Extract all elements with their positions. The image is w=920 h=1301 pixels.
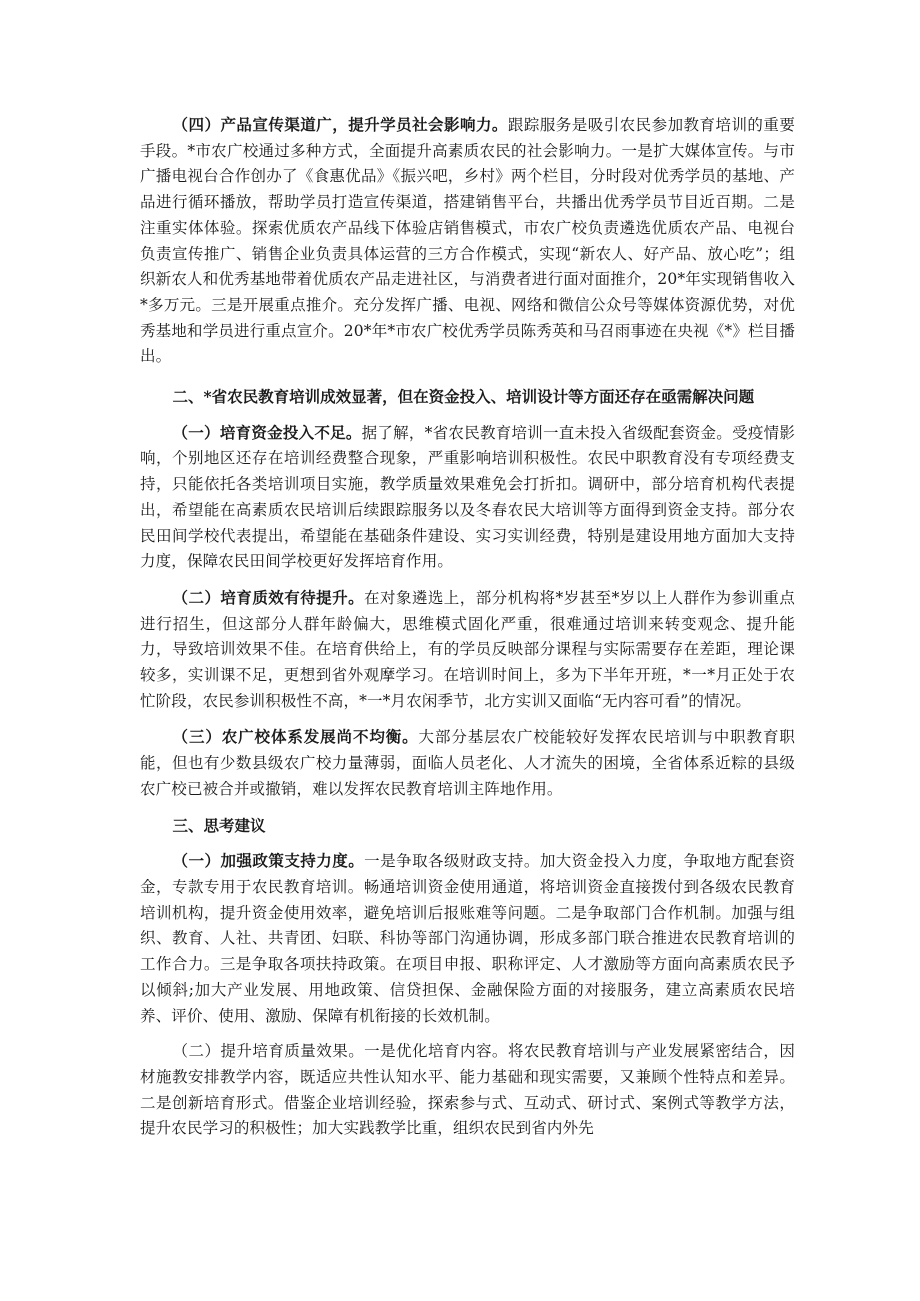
section-heading-2: 二、*省农民教育培训成效显著，但在资金投入、培训设计等方面还存在亟需解决问题	[172, 387, 755, 407]
paragraph-body: 在对象遴选上，部分机构将*岁甚至*岁以上人群作为参训重点进行招生，但这部分人群年龄偏大，思维模式固化严重，很难通过培训来转变观念、提升能力，导致培训效果不佳。在培育供给上，有的学员反映部分课程与实际需要存在差距，理论课较多，实训课不足，更想到省外观摩学习。在培训时间上，多为下半年开班，*一*月正处于农忙阶段，农民参训积极性不高，*一*月农闲季节，北方实训又面临“无内容可看”的情况。	[140, 588, 795, 710]
paragraph-lead: （三）农广校体系发展尚不均衡。	[172, 727, 419, 747]
paragraph-body: 据了解，*省农民教育培训一直未投入省级配套资金。受疫情影响，个别地区还存在培训经费整合现象，严重影响培训积极性。农民中职教育没有专项经费支持，只能依托各类培训项目实施，教学质量效果难免会打折扣。调研中，部分培育机构代表提出，希望能在高素质农民培训后续跟踪服务以及冬春农民大培训等方面得到资金支持。部分农民田间学校代表提出，希望能在基础条件建设、实习实训经费，特别是建设用地方面加大支持力度，保障农民田间学校更好发挥培育作用。	[140, 423, 795, 571]
paragraph-body: （二）提升培育质量效果。一是优化培育内容。将农民教育培训与产业发展紧密结合，因材施教安排教学内容，既适应共性认知水平、能力基础和现实需要，又兼顾个性特点和差异。二是创新培育形式。借鉴企业培训经验，探索参与式、互动式、研讨式、案例式等教学方法，提升农民学习的积极性；加大实践教学比重，组织农民到省内外先	[140, 1042, 795, 1138]
paragraph-policy-support	[140, 848, 795, 1029]
paragraph-lead: （二）培育质效有待提升。	[172, 587, 365, 607]
paragraph-system-unbalanced	[140, 724, 795, 802]
paragraph-body: 一是争取各级财政支持。加大资金投入力度，争取地方配套资金，专款专用于农民教育培训。畅通培训资金使用通道，将培训资金直接拨付到各级农民教育培训机构，提升资金使用效率，避免培训后报账难等问题。二是争取部门合作机制。加强与组织、教育、人社、共青团、妇联、科协等部门沟通协调，形成多部门联合推进农民教育培训的工作合力。三是争取各项扶持政策。在项目申报、职称评定、人才激励等方面向高素质农民予以倾斜;加大产业发展、用地政策、信贷担保、金融保险方面的对接服务，建立高素质农民培养、评价、使用、激励、保障有机衔接的长效机制。	[140, 852, 795, 1025]
document-page	[140, 112, 795, 1142]
paragraph-body: 跟踪服务是吸引农民参加教育培训的重要手段。*市农广校通过多种方式，全面提升高素质农民的社会影响力。一是扩大媒体宣传。与市广播电视台合作创办了《食惠优品》《振兴吧，乡村》两个栏目，分时段对优秀学员的基地、产品进行循环播放，帮助学员打造宣传渠道，搭建销售平台，共播出优秀学员节目近百期。二是注重实体体验。探索优质农产品线下体验店销售模式，市农广校负责遴选优质农产品、电视台负责宣传推广、销售企业负责具体运营的三方合作模式，实现“新农人、好产品、放心吃”；组织新农人和优秀基地带着优质农产品走进社区，与消费者进行面对面推介，20*年实现销售收入*多万元。三是开展重点推介。充分发挥广播、电视、网络和微信公众号等媒体资源优势，对优秀基地和学员进行重点宣介。20*年*市农广校优秀学员陈秀英和马召雨事迹在央视《*》栏目播出。	[140, 116, 796, 366]
paragraph-quality-improvement	[140, 585, 795, 715]
paragraph-lead: （一）加强政策支持力度。	[172, 851, 365, 871]
paragraph-4-product-promotion	[140, 112, 795, 370]
paragraph-funding-insufficient	[140, 420, 795, 575]
paragraph-body: 大部分基层农广校能较好发挥农民培训与中职教育职能，但也有少数县级农广校力量薄弱，面临人员老化、人才流失的困境，全省体系近粽的县级农广校已被合并或撤销，难以发挥农民教育培训主阵地作用。	[140, 728, 795, 798]
paragraph-lead: （四）产品宣传渠道广，提升学员社会影响力。	[172, 115, 508, 134]
paragraph-lead: （一）培育资金投入不足。	[172, 422, 362, 442]
section-heading-3: 三、思考建议	[172, 815, 266, 835]
paragraph-quality-effect	[140, 1039, 795, 1142]
